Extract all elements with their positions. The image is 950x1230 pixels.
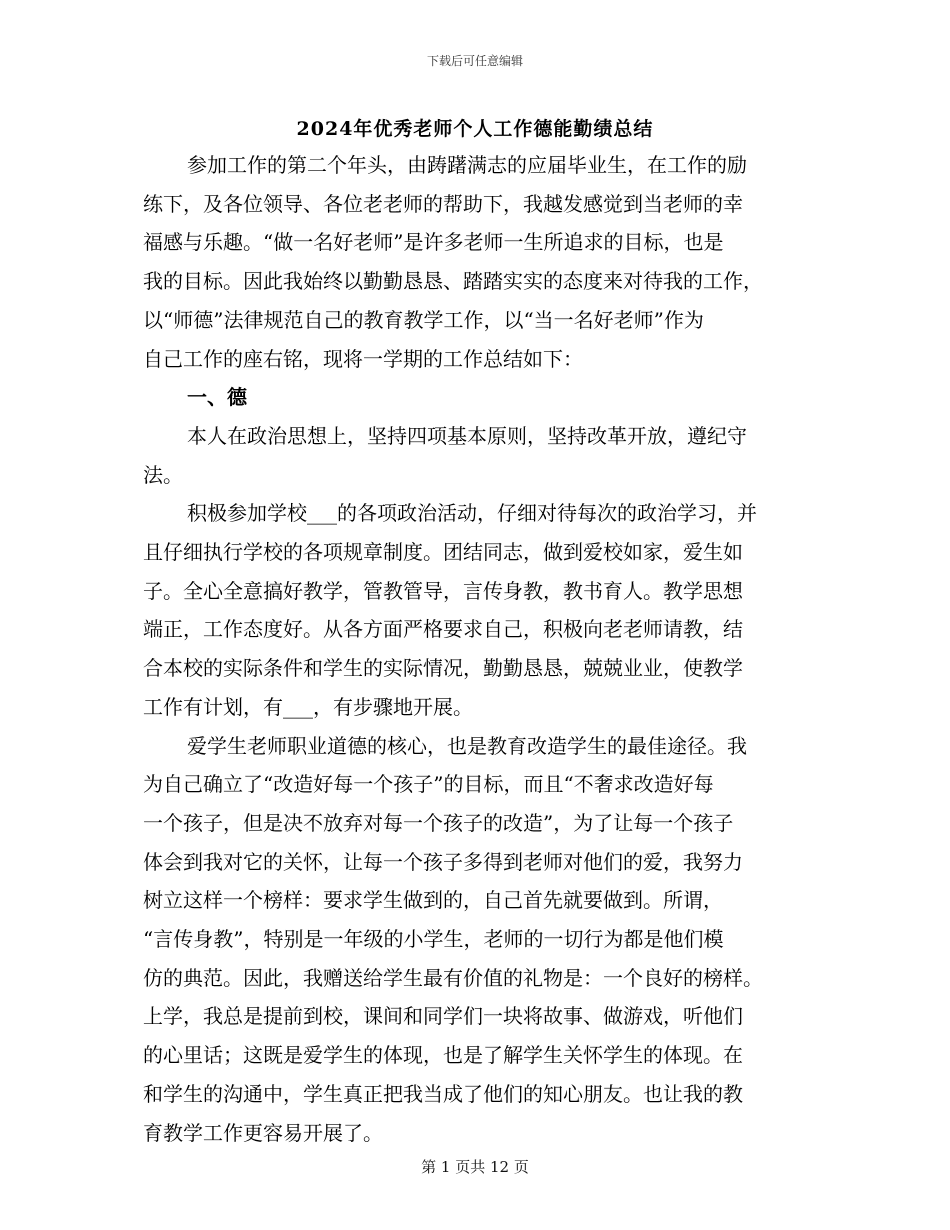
body-text-line: 树立这样一个榜样：要求学生做到的，自己首先就要做到。所谓，	[143, 888, 723, 913]
body-text-line: 上学，我总是提前到校，课间和同学们一块将故事、做游戏，听他们	[143, 1004, 743, 1029]
body-text-line: 且仔细执行学校的各项规章制度。团结同志，做到爱校如家，爱生如	[143, 540, 743, 565]
body-text-line: 为自己确立了“改造好每一个孩子”的目标，而且“不奢求改造好每	[143, 772, 714, 797]
body-text-line: 以“师德”法律规范自己的教育教学工作，以“当一名好老师”作为	[143, 307, 704, 332]
body-text-line: 积极参加学校___的各项政治活动，仔细对待每次的政治学习，并	[187, 501, 757, 526]
body-text-line: 端正，工作态度好。从各方面严格要求自己，积极向老老师请教，结	[143, 617, 743, 642]
body-text-line: 法。	[143, 462, 183, 487]
body-text-line: 爱学生老师职业道德的核心，也是教育改造学生的最佳途径。我	[187, 733, 747, 758]
body-text-line: “言传身教”，特别是一年级的小学生，老师的一切行为都是他们模	[143, 927, 724, 952]
document-title: 2024年优秀老师个人工作德能勤绩总结	[296, 118, 654, 140]
document-body	[143, 146, 803, 1152]
body-text-line: 自己工作的座右铭，现将一学期的工作总结如下：	[143, 346, 583, 371]
body-text-line: 练下，及各位领导、各位老老师的帮助下，我越发感觉到当老师的幸	[143, 191, 743, 216]
section-heading: 一、德	[187, 385, 247, 410]
page-footer: 第 1 页共 12 页	[421, 1158, 529, 1176]
body-text-line: 我的目标。因此我始终以勤勤恳恳、踏踏实实的态度来对待我的工作，	[143, 269, 763, 294]
body-text-line: 体会到我对它的关怀，让每一个孩子多得到老师对他们的爱，我努力	[143, 849, 743, 874]
body-text-line: 工作有计划，有___，有步骤地开展。	[143, 694, 473, 719]
body-text-line: 的心里话；这既是爱学生的体现，也是了解学生关怀学生的体现。在	[143, 1043, 743, 1068]
body-text-line: 育教学工作更容易开展了。	[143, 1120, 383, 1145]
body-text-line: 福感与乐趣。“做一名好老师”是许多老师一生所追求的目标，也是	[143, 230, 724, 255]
body-text-line: 合本校的实际条件和学生的实际情况，勤勤恳恳，兢兢业业，使教学	[143, 656, 743, 681]
body-text-line: 子。全心全意搞好教学，管教管导，言传身教，教书育人。教学思想	[143, 578, 743, 603]
body-text-line: 一个孩子，但是决不放弃对每一个孩子的改造”，为了让每一个孩子	[143, 810, 734, 835]
body-text-line: 仿的典范。因此，我赠送给学生最有价值的礼物是：一个良好的榜样。	[143, 965, 763, 990]
body-text-line: 和学生的沟通中，学生真正把我当成了他们的知心朋友。也让我的教	[143, 1081, 743, 1106]
page-header-note: 下载后可任意编辑	[426, 54, 523, 68]
body-text-line: 参加工作的第二个年头，由踌躇满志的应届毕业生，在工作的励	[187, 153, 747, 177]
body-text-line: 本人在政治思想上，坚持四项基本原则，坚持改革开放，遵纪守	[187, 423, 747, 448]
